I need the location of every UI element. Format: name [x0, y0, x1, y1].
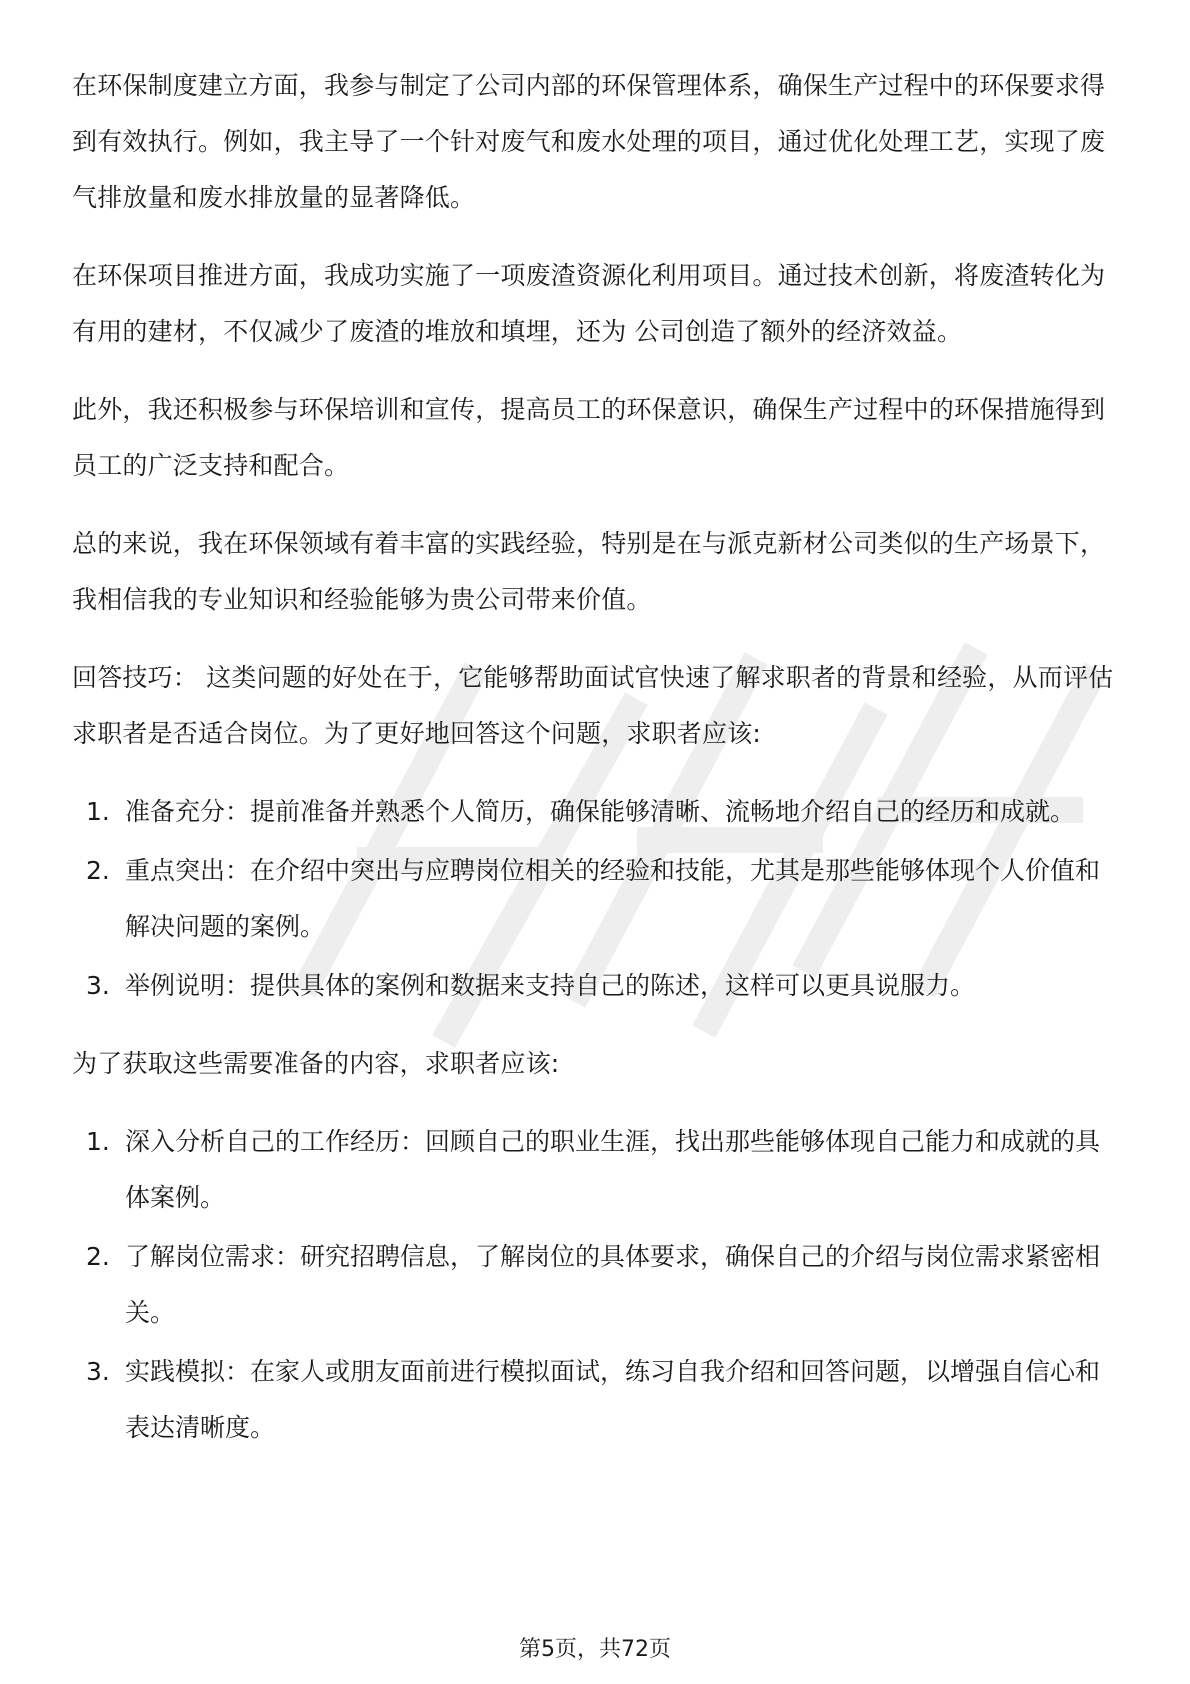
paragraph-answer-tips: 回答技巧： 这类问题的好处在于，它能够帮助面试官快速了解求职者的背景和经验，从而评估求职者是否适合岗位。为了更好地回答这个问题，求职者应该:	[72, 663, 1114, 748]
document-body	[72, 58, 1122, 1478]
paragraph-env-project: 在环保项目推进方面，我成功实施了一项废渣资源化利用项目。通过技术创新，将废渣转化为有用的建材，不仅减少了废渣的堆放和填埋，还为 公司创造了额外的经济效益。	[72, 261, 1106, 346]
list-item	[72, 784, 1122, 840]
list-text: 重点突出：在介绍中突出与应聘岗位相关的经验和技能，尤其是那些能够体现个人价值和解决问题的案例。	[125, 856, 1101, 941]
list-item	[72, 843, 1122, 955]
list-number: 1.	[86, 797, 110, 826]
list-item	[72, 958, 1122, 1014]
list-item	[72, 1344, 1122, 1456]
list-text: 举例说明：提供具体的案例和数据来支持自己的陈述，这样可以更具说服力。	[125, 971, 976, 1000]
list-text: 准备充分：提前准备并熟悉个人简历，确保能够清晰、流畅地介绍自己的经历和成就。	[125, 797, 1076, 826]
list-number: 2.	[86, 1242, 110, 1271]
paragraph-prepare: 为了获取这些需要准备的内容，求职者应该:	[72, 1049, 560, 1078]
list-text: 深入分析自己的工作经历：回顾自己的职业生涯，找出那些能够体现自己能力和成就的具体案例。	[125, 1127, 1101, 1212]
list-text: 实践模拟：在家人或朋友面前进行模拟面试，练习自我介绍和回答问题，以增强自信心和表达清晰度。	[125, 1357, 1101, 1442]
list-item	[72, 1114, 1122, 1226]
list-number: 3.	[86, 971, 110, 1000]
list-number: 3.	[86, 1357, 110, 1386]
prepare-list	[72, 1114, 1122, 1456]
paragraph-env-training: 此外，我还积极参与环保培训和宣传，提高员工的环保意识，确保生产过程中的环保措施得到员工的广泛支持和配合。	[72, 395, 1106, 480]
list-text: 了解岗位需求：研究招聘信息，了解岗位的具体要求，确保自己的介绍与岗位需求紧密相关。	[125, 1242, 1101, 1327]
list-item	[72, 1229, 1122, 1341]
list-number: 2.	[86, 856, 110, 885]
tips-list	[72, 784, 1122, 1014]
paragraph-env-system: 在环保制度建立方面，我参与制定了公司内部的环保管理体系，确保生产过程中的环保要求得到有效执行。例如，我主导了一个针对废气和废水处理的项目，通过优化处理工艺，实现了废气排放量和废水排放量的显著降低。	[72, 71, 1106, 212]
paragraph-summary: 总的来说，我在环保领域有着丰富的实践经验，特别是在与派克新材公司类似的生产场景下，我相信我的专业知识和经验能够为贵公司带来价值。	[72, 529, 1106, 614]
list-number: 1.	[86, 1127, 110, 1156]
page-footer: 第5页，共72页	[519, 1637, 671, 1662]
